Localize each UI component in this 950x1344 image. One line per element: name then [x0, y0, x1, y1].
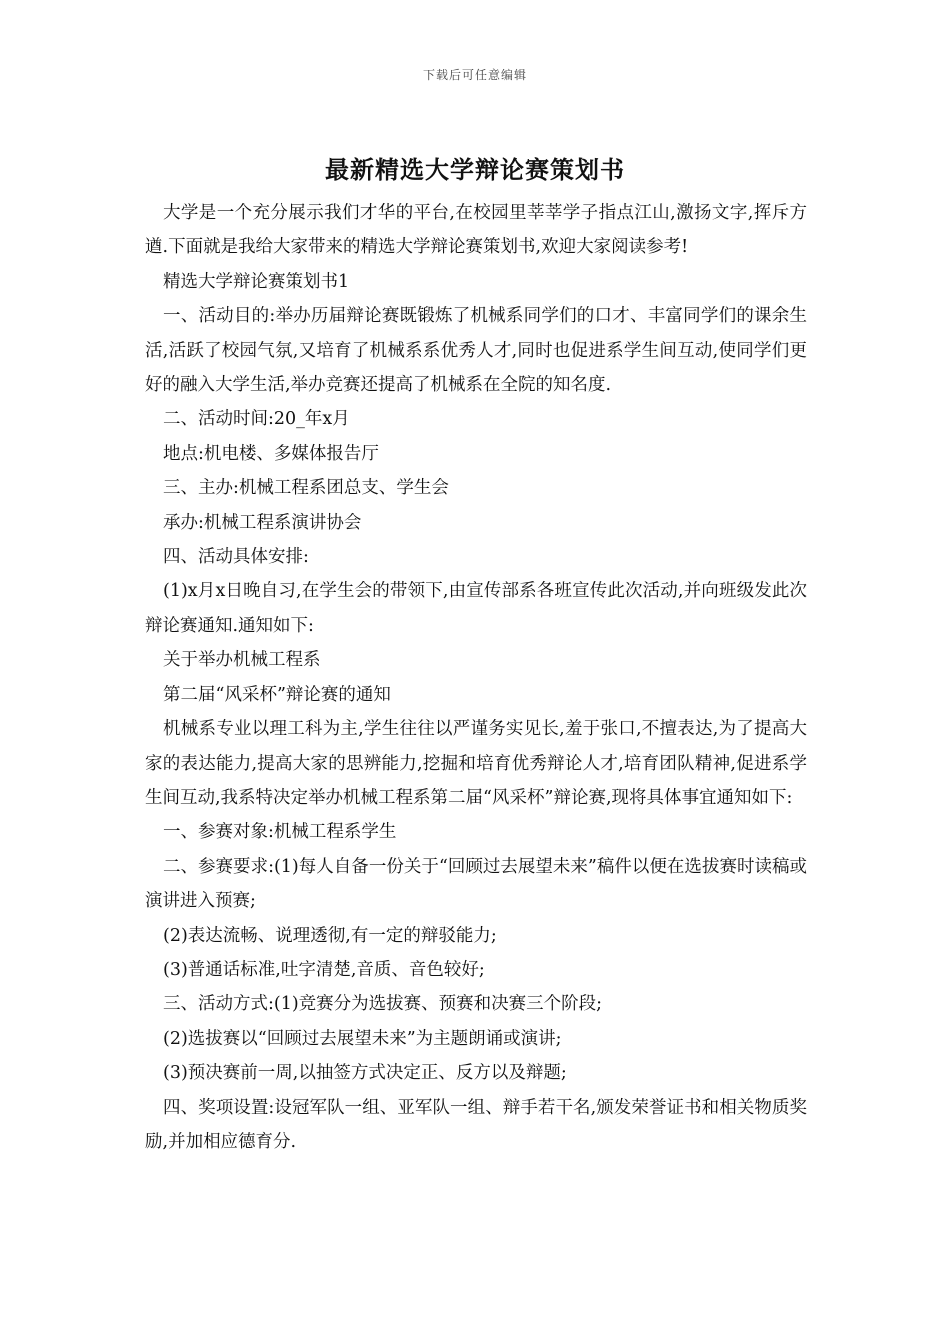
- paragraph-schedule-heading: 四、活动具体安排:: [163, 547, 309, 568]
- paragraph-participants: 一、参赛对象:机械工程系学生: [163, 822, 397, 843]
- paragraph-purpose: 一、活动目的:举办历届辩论赛既锻炼了机械系同学们的口才、丰富同学们的课余生活,活跃了校园气氛,又培育了机械系系优秀人才,同时也促进系学生间互动,使同学们更好的融入大学生活,举办竞赛还提高了机械系在全院的知名度.: [145, 306, 807, 396]
- paragraph-location: 地点:机电楼、多媒体报告厅: [163, 443, 379, 464]
- paragraph-requirement-3: (3)普通话标准,吐字清楚,音质、音色较好;: [163, 959, 485, 980]
- paragraph-host: 承办:机械工程系演讲协会: [163, 512, 362, 533]
- paragraph-organizer: 三、主办:机械工程系团总支、学生会: [163, 478, 449, 499]
- paragraph-schedule-1: (1)x月x日晚自习,在学生会的带领下,由宣传部系各班宣传此次活动,并向班级发此次辩论赛通知.通知如下:: [145, 581, 807, 636]
- paragraph-notice-title-2: 第二届“风采杯”辩论赛的通知: [163, 684, 391, 705]
- header-note: 下载后可任意编辑: [422, 68, 527, 82]
- paragraph-notice-title-1: 关于举办机械工程系: [163, 650, 321, 671]
- paragraph-requirement-2: (2)表达流畅、说理透彻,有一定的辩驳能力;: [163, 925, 497, 946]
- paragraph-section-heading: 精选大学辩论赛策划书1: [163, 271, 350, 292]
- document-title: 最新精选大学辩论赛策划书: [325, 155, 625, 184]
- paragraph-requirements: 二、参赛要求:(1)每人自备一份关于“回顾过去展望未来”稿件以便在选拔赛时读稿或演讲进入预赛;: [145, 856, 807, 912]
- paragraph-notice-body: 机械系专业以理工科为主,学生往往以严谨务实见长,羞于张口,不擅表达,为了提高大家的表达能力,提高大家的思辨能力,挖掘和培育优秀辩论人才,培育团队精神,促进系学生间互动,我系特决定举办机械工程系第二届“风采杯”辩论赛,现将具体事宜通知如下:: [145, 719, 807, 808]
- paragraph-awards: 四、奖项设置:设冠军队一组、亚军队一组、辩手若干名,颁发荣誉证书和相关物质奖励,并加相应德育分.: [145, 1097, 807, 1152]
- paragraph-format-3: (3)预决赛前一周,以抽签方式决定正、反方以及辩题;: [163, 1063, 567, 1084]
- paragraph-format: 三、活动方式:(1)竞赛分为选拔赛、预赛和决赛三个阶段;: [163, 994, 603, 1015]
- paragraph-intro: 大学是一个充分展示我们才华的平台,在校园里莘莘学子指点江山,激扬文字,挥斥方遒.下面就是我给大家带来的精选大学辩论赛策划书,欢迎大家阅读参考!: [145, 203, 807, 258]
- paragraph-time: 二、活动时间:20_年x月: [163, 409, 350, 430]
- document-body: [145, 196, 807, 1159]
- paragraph-format-2: (2)选拔赛以“回顾过去展望未来”为主题朗诵或演讲;: [163, 1028, 562, 1049]
